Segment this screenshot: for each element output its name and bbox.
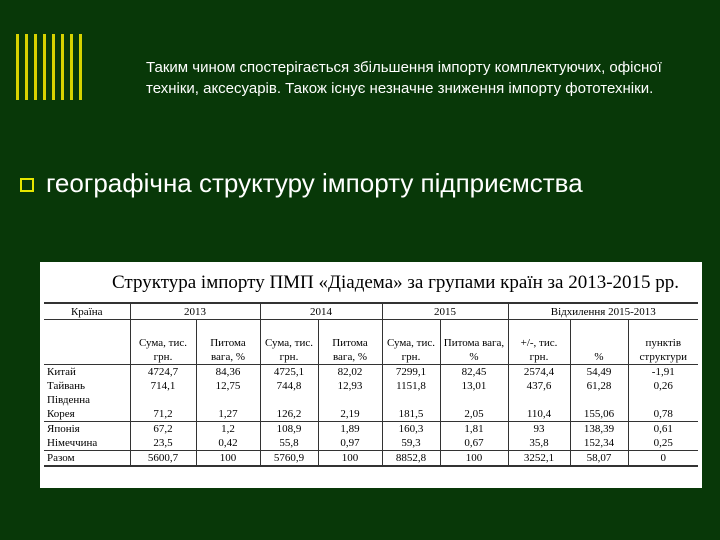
cell [196, 393, 260, 407]
cell: 3252,1 [508, 451, 570, 467]
subheader-sum-2014: Сума, тис. грн. [260, 320, 318, 365]
subheader-share-2015: Питома вага, % [440, 320, 508, 365]
cell-country: Корея [44, 407, 130, 422]
stripe [34, 34, 37, 100]
table-title: Структура імпорту ПМП «Діадема» за групами країн за 2013-2015 рр. [112, 272, 680, 293]
subheader-diff: +/-, тис. грн. [508, 320, 570, 365]
header-2014: 2014 [260, 303, 382, 320]
total-row [44, 451, 698, 467]
subheader-points: пунктів структури [628, 320, 698, 365]
cell [570, 393, 628, 407]
stripe [61, 34, 64, 100]
cell-country: Німеччина [44, 436, 130, 451]
cell: 12,75 [196, 379, 260, 393]
cell: 54,49 [570, 365, 628, 380]
cell: 0,67 [440, 436, 508, 451]
cell [382, 393, 440, 407]
cell: 5600,7 [130, 451, 196, 467]
decorative-stripes [16, 34, 82, 100]
cell: 0,61 [628, 422, 698, 437]
cell: 1151,8 [382, 379, 440, 393]
stripe [70, 34, 73, 100]
cell: 82,02 [318, 365, 382, 380]
subheader-row [44, 320, 698, 365]
cell: 55,8 [260, 436, 318, 451]
cell: 138,39 [570, 422, 628, 437]
cell: 4724,7 [130, 365, 196, 380]
cell: 2,05 [440, 407, 508, 422]
cell: 152,34 [570, 436, 628, 451]
cell: 160,3 [382, 422, 440, 437]
table-row [44, 393, 698, 407]
cell: 2,19 [318, 407, 382, 422]
cell [440, 393, 508, 407]
stripe [43, 34, 46, 100]
cell: 35,8 [508, 436, 570, 451]
cell: 1,2 [196, 422, 260, 437]
cell: 126,2 [260, 407, 318, 422]
square-bullet-icon [20, 178, 34, 192]
cell: 13,01 [440, 379, 508, 393]
cell: 0,78 [628, 407, 698, 422]
cell [628, 393, 698, 407]
header-country: Країна [44, 303, 130, 320]
table-image [40, 262, 702, 488]
table-row [44, 379, 698, 393]
cell: 8852,8 [382, 451, 440, 467]
cell: 61,28 [570, 379, 628, 393]
cell: 100 [440, 451, 508, 467]
table-row [44, 365, 698, 380]
subheader-share-2014: Питома вага, % [318, 320, 382, 365]
cell: 0,97 [318, 436, 382, 451]
stripe [79, 34, 82, 100]
header-2013: 2013 [130, 303, 260, 320]
cell: 1,27 [196, 407, 260, 422]
header-row [44, 303, 698, 320]
cell: 0,26 [628, 379, 698, 393]
subheader-blank [44, 320, 130, 365]
subheader-sum-2015: Сума, тис. грн. [382, 320, 440, 365]
cell: 100 [196, 451, 260, 467]
cell: 82,45 [440, 365, 508, 380]
cell: 181,5 [382, 407, 440, 422]
cell: 0,42 [196, 436, 260, 451]
table-row [44, 436, 698, 451]
cell-country: Китай [44, 365, 130, 380]
cell: 1,81 [440, 422, 508, 437]
cell: 5760,9 [260, 451, 318, 467]
cell: 155,06 [570, 407, 628, 422]
stripe [25, 34, 28, 100]
import-structure-table [44, 302, 698, 467]
cell: 0 [628, 451, 698, 467]
stripe [52, 34, 55, 100]
header-2015: 2015 [382, 303, 508, 320]
intro-paragraph: Таким чином спостерігається збільшення імпорту комплектуючих, офісної техніки, аксесуарів. Також існує незначне зниження імпорту фототехніки. [146, 59, 662, 97]
cell: 58,07 [570, 451, 628, 467]
table-row [44, 422, 698, 437]
cell-country: Японія [44, 422, 130, 437]
cell: -1,91 [628, 365, 698, 380]
cell-country: Південна [44, 393, 130, 407]
cell: 1,89 [318, 422, 382, 437]
cell-country: Разом [44, 451, 130, 467]
cell [318, 393, 382, 407]
subheader-sum-2013: Сума, тис. грн. [130, 320, 196, 365]
bullet-text: географічна структуру імпорту підприємства [46, 168, 583, 198]
table-row [44, 407, 698, 422]
cell: 67,2 [130, 422, 196, 437]
subheader-share-2013: Питома вага, % [196, 320, 260, 365]
cell: 437,6 [508, 379, 570, 393]
cell: 23,5 [130, 436, 196, 451]
cell: 59,3 [382, 436, 440, 451]
stripe [16, 34, 19, 100]
cell: 2574,4 [508, 365, 570, 380]
cell: 744,8 [260, 379, 318, 393]
cell: 0,25 [628, 436, 698, 451]
subheader-pct: % [570, 320, 628, 365]
cell [260, 393, 318, 407]
cell-country: Тайвань [44, 379, 130, 393]
cell [130, 393, 196, 407]
cell: 93 [508, 422, 570, 437]
cell: 7299,1 [382, 365, 440, 380]
cell: 71,2 [130, 407, 196, 422]
header-deviation: Відхилення 2015-2013 [508, 303, 698, 320]
cell: 12,93 [318, 379, 382, 393]
cell: 84,36 [196, 365, 260, 380]
cell [508, 393, 570, 407]
cell: 100 [318, 451, 382, 467]
cell: 714,1 [130, 379, 196, 393]
cell: 108,9 [260, 422, 318, 437]
cell: 110,4 [508, 407, 570, 422]
bullet-item [20, 168, 583, 199]
cell: 4725,1 [260, 365, 318, 380]
